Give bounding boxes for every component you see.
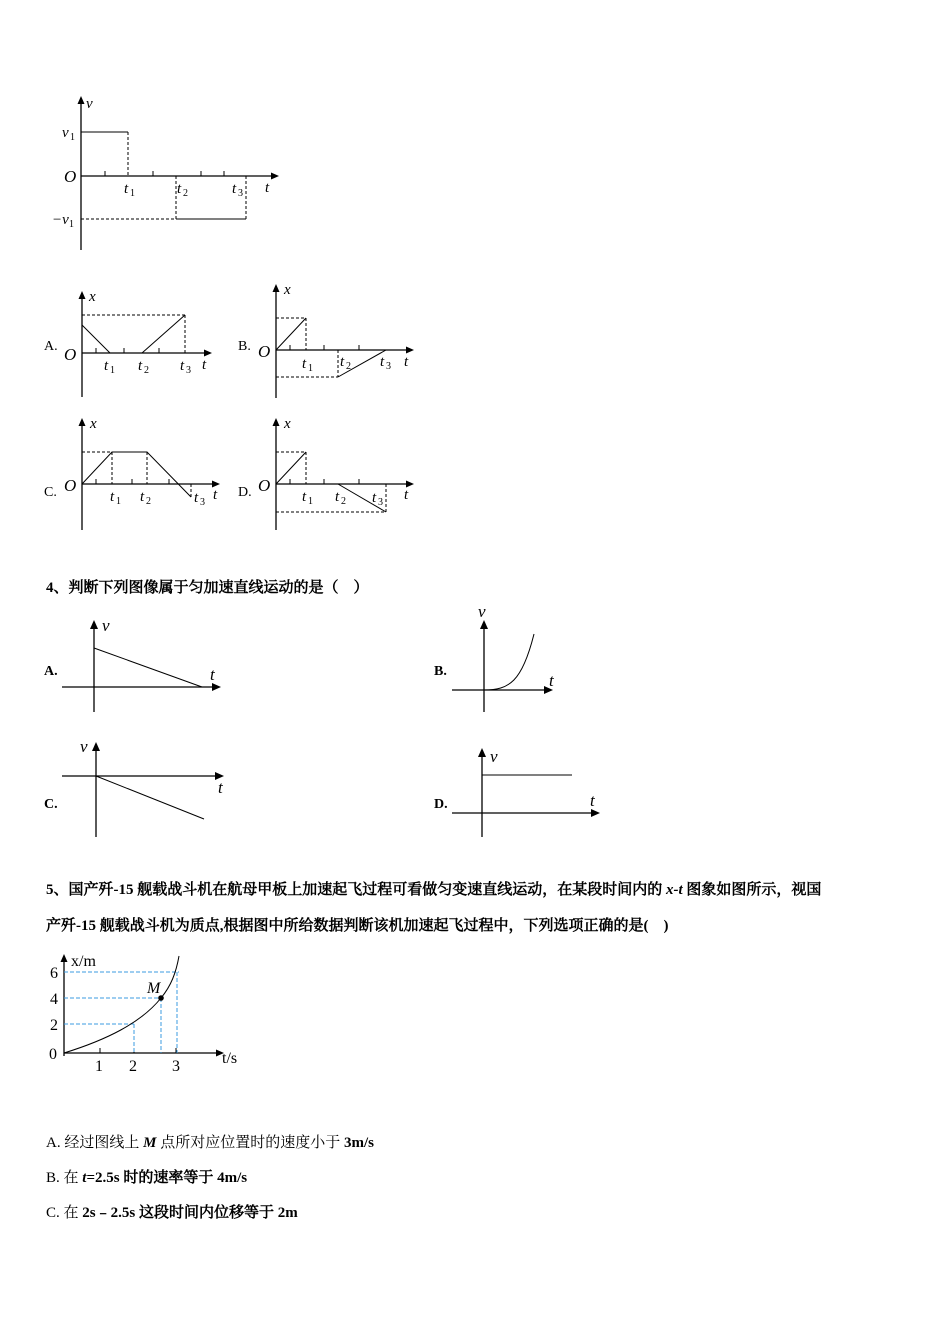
svg-text:x: x [90, 416, 97, 432]
svg-text:t: t [335, 489, 340, 505]
svg-text:t: t [340, 354, 345, 370]
svg-text:t: t [404, 354, 409, 370]
v-t-figure [48, 90, 288, 260]
svg-text:O: O [258, 342, 271, 361]
svg-text:v: v [490, 747, 498, 766]
t2-label: t [177, 181, 182, 197]
svg-text:1: 1 [116, 496, 121, 507]
svg-text:1: 1 [308, 363, 313, 374]
q4-option-a-graph [44, 615, 244, 715]
svg-text:x: x [89, 289, 96, 305]
svg-text:D.: D. [238, 485, 252, 500]
svg-text:t: t [404, 487, 409, 503]
q5-option-a: A. 经过图线上 M 点所对应位置时的速度小于 3m/s [46, 1135, 374, 1151]
svg-text:t: t [213, 487, 218, 503]
svg-text:t: t [218, 778, 223, 797]
question-5-line2: 产歼-15 舰载战斗机为质点,根据图中所给数据判断该机加速起飞过程中，下列选项正确的是( ) [46, 918, 669, 934]
svg-text:t: t [180, 358, 185, 374]
option-c-graph [44, 412, 234, 537]
svg-text:1: 1 [70, 132, 75, 143]
question-5-line1: 5、国产歼-15 舰载战斗机在航母甲板上加速起飞过程可看做匀变速直线运动，在某段时间内的 x-t 图象如图所示，视国 [46, 882, 822, 898]
svg-text:t/s: t/s [222, 1050, 238, 1067]
svg-text:1: 1 [110, 365, 115, 376]
svg-text:1: 1 [130, 188, 135, 199]
option-d-graph [238, 412, 428, 537]
svg-text:x/m: x/m [71, 953, 96, 970]
svg-text:x: x [284, 282, 291, 298]
option-b-graph [238, 278, 428, 403]
svg-text:3: 3 [386, 361, 391, 372]
v1-label: v [62, 125, 69, 141]
svg-text:1: 1 [308, 496, 313, 507]
q5-x-t-graph [46, 948, 246, 1078]
svg-text:t: t [380, 354, 385, 370]
q5-option-b: B. 在 t=2.5s 时的速率等于 4m/s [46, 1170, 248, 1186]
svg-text:t: t [549, 671, 554, 690]
svg-text:C.: C. [44, 797, 58, 812]
svg-text:1: 1 [95, 1058, 103, 1075]
svg-text:v: v [102, 616, 110, 635]
svg-text:t: t [110, 489, 115, 505]
svg-text:A.: A. [44, 664, 58, 679]
neg-v1-label: −v [52, 212, 69, 228]
svg-text:3: 3 [172, 1058, 180, 1075]
question-4-text: 4、判断下列图像属于匀加速直线运动的是（ ） [46, 580, 369, 596]
q5-option-c: C. 在 2s﹣2.5s 这段时间内位移等于 2m [46, 1205, 298, 1221]
svg-text:t: t [140, 489, 145, 505]
axis-v-label: v [86, 96, 93, 112]
svg-text:D.: D. [434, 797, 448, 812]
svg-text:O: O [64, 345, 77, 364]
svg-text:2: 2 [183, 188, 188, 199]
svg-text:t: t [104, 358, 109, 374]
q4-option-b-graph [434, 600, 594, 715]
svg-text:4: 4 [50, 991, 58, 1008]
svg-text:2: 2 [144, 365, 149, 376]
svg-text:t: t [302, 489, 307, 505]
svg-text:t: t [194, 490, 199, 506]
svg-text:t: t [590, 791, 595, 810]
svg-text:t: t [372, 490, 377, 506]
origin-label: O [64, 167, 77, 186]
svg-text:t: t [138, 358, 143, 374]
svg-text:t: t [210, 665, 215, 684]
t3-label: t [232, 181, 237, 197]
svg-text:3: 3 [186, 365, 191, 376]
svg-text:M: M [147, 980, 161, 997]
svg-text:t: t [202, 357, 207, 373]
svg-text:2: 2 [129, 1058, 137, 1075]
svg-text:6: 6 [50, 965, 58, 982]
axis-t-label: t [265, 180, 270, 196]
option-a-graph [44, 285, 224, 405]
svg-text:2: 2 [146, 496, 151, 507]
svg-text:O: O [64, 476, 77, 495]
svg-text:t: t [302, 356, 307, 372]
svg-text:x: x [284, 416, 291, 432]
svg-text:v: v [478, 602, 486, 621]
option-label: A. [44, 339, 58, 354]
q4-option-c-graph [44, 735, 244, 840]
svg-text:1: 1 [69, 219, 74, 230]
svg-text:v: v [80, 737, 88, 756]
svg-text:2: 2 [346, 361, 351, 372]
svg-text:3: 3 [200, 497, 205, 508]
svg-text:3: 3 [378, 497, 383, 508]
q4-option-d-graph [434, 742, 614, 842]
svg-text:0: 0 [49, 1046, 57, 1063]
t1-label: t [124, 181, 129, 197]
svg-text:2: 2 [341, 496, 346, 507]
svg-text:B.: B. [238, 339, 251, 354]
svg-text:O: O [258, 476, 271, 495]
svg-text:2: 2 [50, 1017, 58, 1034]
svg-text:B.: B. [434, 664, 447, 679]
svg-text:C.: C. [44, 485, 57, 500]
svg-text:3: 3 [238, 188, 243, 199]
